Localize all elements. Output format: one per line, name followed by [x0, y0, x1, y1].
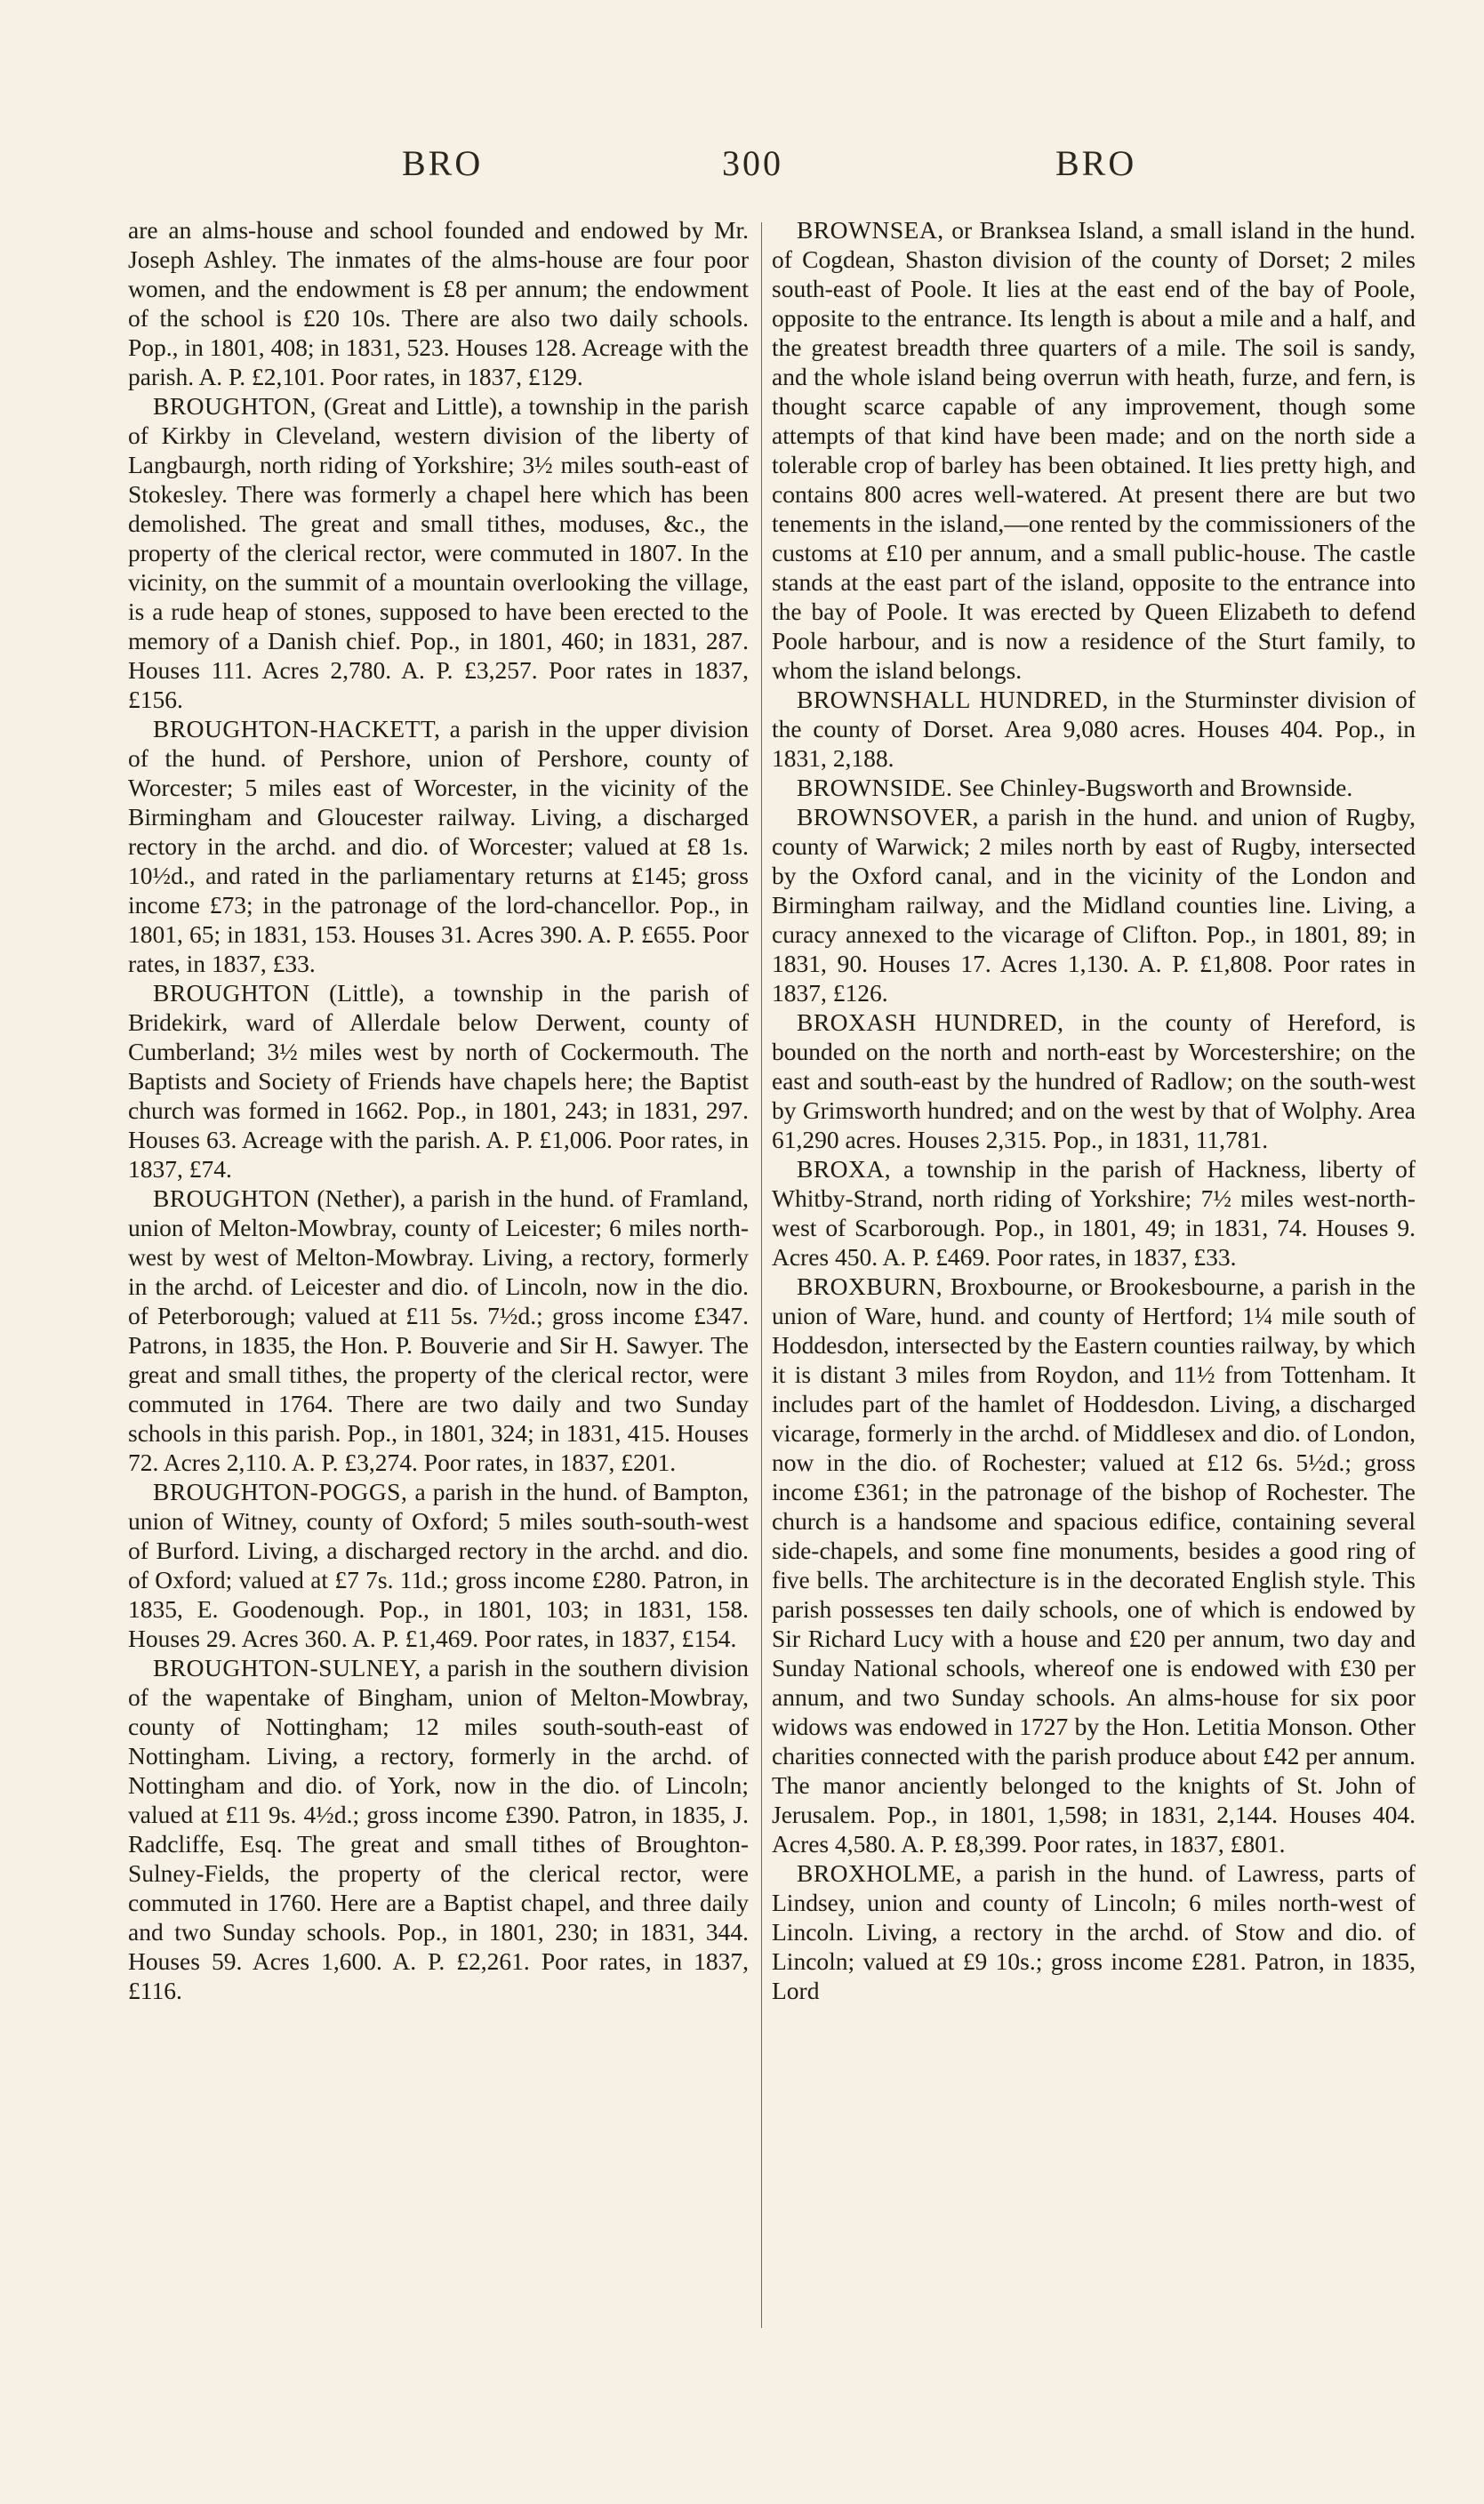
entry-headword: BROUGHTON-POGGS, [153, 1478, 408, 1505]
entry-headword: BROUGHTON-SULNEY, [153, 1654, 421, 1681]
left-column [128, 215, 749, 2005]
entry [128, 1653, 749, 2005]
entry-text: (Great and Little), a township in the parish of Kirkby in Cleveland, western division of the liberty of Langbaurgh, north riding of Yorkshire; 3½ miles south-east of Stokesley. There was formerly a chapel here which has been demolished. The great and small tithes, moduses, &c., the property of the clerical rector, were commuted in 1807. In the vicinity, on the summit of a mountain overlooking the village, is a rude heap of stones, supposed to have been erected to the memory of a Danish chief. Pop., in 1801, 460; in 1831, 287. Houses 111. Acres 2,780. A. P. £3,257. Poor rates in 1837, £156. [128, 392, 749, 713]
entry-text: a parish in the upper division of the hund. of Pershore, union of Pershore, county of Worcester; 5 miles east of Worcester, in the vicinity of the Birmingham and Gloucester railway. Living, a discharged rectory in the archd. and dio. of Worcester; valued at £8 1s. 10½d., and rated in the parliamentary returns at £145; gross income £73; in the patronage of the lord-chancellor. Pop., in 1801, 65; in 1831, 153. Houses 31. Acres 390. A. P. £655. Poor rates, in 1837, £33. [128, 715, 749, 977]
entry-headword: BROUGHTON [153, 1184, 310, 1212]
entry-headword: BROUGHTON-HACKETT, [153, 715, 441, 742]
entry [772, 802, 1416, 1007]
entry-text: are an alms-house and school founded and endowed by Mr. Joseph Ashley. The inmates of the alms-house are four poor women, and the endowment is £8 per annum; the endowment of the school is £20 10s. There are also two daily schools. Pop., in 1801, 408; in 1831, 523. Houses 128. Acreage with the parish. A. P. £2,101. Poor rates, in 1837, £129. [128, 216, 749, 390]
column-divider [761, 222, 762, 2328]
entry-text: a parish in the southern division of the wapentake of Bingham, union of Melton-Mowbray, county of Nottingham; 12 miles south-south-east of Nottingham. Living, a rectory, formerly in the archd. of Nottingham and dio. of York, now in the dio. of Lincoln; valued at £11 9s. 4½d.; gross income £390. Patron, in 1835, J. Radcliffe, Esq. The great and small tithes of Broughton-Sulney-Fields, the property of the clerical rector, were commuted in 1760. Here are a Baptist chapel, and three daily and two Sunday schools. Pop., in 1801, 230; in 1831, 344. Houses 59. Acres 1,600. A. P. £2,261. Poor rates, in 1837, £116. [128, 1654, 749, 2004]
entry [772, 215, 1416, 685]
entry-text: a township in the parish of Hackness, liberty of Whitby-Strand, north riding of Yorkshire; 7½ miles west-north-west of Scarborough. Pop., in 1801, 49; in 1831, 74. Houses 9. Acres 450. A. P. £469. Poor rates, in 1837, £33. [772, 1155, 1416, 1271]
entry-text: (Nether), a parish in the hund. of Framland, union of Melton-Mowbray, county of Leicester; 6 miles north-west by west of Melton-Mowbray. Living, a rectory, formerly in the archd. of Leicester and dio. of Lincoln, now in the dio. of Peterborough; valued at £11 5s. 7½d.; gross income £347. Patrons, in 1835, the Hon. P. Bouverie and Sir H. Sawyer. The great and small tithes, the property of the clerical rector, were commuted in 1764. There are two daily and two Sunday schools in this parish. Pop., in 1801, 324; in 1831, 415. Houses 72. Acres 2,110. A. P. £3,274. Poor rates, in 1837, £201. [128, 1184, 749, 1476]
entry-headword: BROUGHTON, [153, 392, 317, 420]
entry [772, 1272, 1416, 1858]
entry [128, 978, 749, 1184]
entry-text: See Chinley-Bugsworth and Brownside. [952, 774, 1353, 801]
entry-headword: BROWNSEA, [797, 216, 944, 244]
entry-text: in the county of Hereford, is bounded on the north and north-east by Worcestershire; on the east and south-east by the hundred of Radlow; on the south-west by Grimsworth hundred; and on the west by that of Wolphy. Area 61,290 acres. Houses 2,315. Pop., in 1831, 11,781. [772, 1008, 1416, 1153]
entry-headword: BROXHOLME, [797, 1859, 963, 1887]
entry [772, 773, 1416, 802]
entry-headword: BROWNSHALL HUNDRED, [797, 686, 1109, 713]
entry [772, 685, 1416, 773]
entry-headword: BROXA, [797, 1155, 892, 1183]
entry-headword: BROXASH HUNDRED, [797, 1008, 1064, 1036]
entry [772, 1007, 1416, 1154]
entry-text: a parish in the hund. of Bampton, union of Witney, county of Oxford; 5 miles south-south-west of Burford. Living, a discharged rectory in the archd. and dio. of Oxford; valued at £7 7s. 11d.; gross income £280. Patron, in 1835, E. Goodenough. Pop., in 1801, 103; in 1831, 158. Houses 29. Acres 360. A. P. £1,469. Poor rates, in 1837, £154. [128, 1478, 749, 1652]
entry-headword: BROUGHTON [153, 979, 310, 1007]
entry [128, 1477, 749, 1653]
entry-text: a parish in the hund. of Lawress, parts of Lindsey, union and county of Lincoln; 6 miles north-west of Lincoln. Living, a rectory in the archd. of Stow and dio. of Lincoln; valued at £9 10s.; gross income £281. Patron, in 1835, Lord [772, 1859, 1416, 2004]
page-number: 300 [722, 143, 783, 183]
entry-headword: BROWNSIDE. [797, 774, 953, 801]
entry-text: Broxbourne, or Brookesbourne, a parish in the union of Ware, hund. and county of Hertford; 1¼ mile south of Hoddesdon, intersected by the Eastern counties railway, by which it is distant 3 miles from Roydon, and 11½ from Tottenham. It includes part of the hamlet of Hoddesdon. Living, a discharged vicarage, formerly in the archd. of Middlesex and dio. of London, now in the dio. of Rochester; valued at £12 6s. 5½d.; gross income £361; in the patronage of the bishop of Rochester. The church is a handsome and spacious edifice, containing several side-chapels, and some fine monuments, besides a good ring of five bells. The architecture is in the decorated English style. This parish possesses ten daily schools, one of which is endowed by Sir Richard Lucy with a house and £20 per annum, two day and Sunday National schools, whereof one is endowed with £30 per annum, and two Sunday schools. An alms-house for six poor widows was endowed in 1727 by the Hon. Letitia Monson. Other charities connected with the parish produce about £42 per annum. The manor anciently belonged to the knights of St. John of Jerusalem. Pop., in 1801, 1,598; in 1831, 2,144. Houses 404. Acres 4,580. A. P. £8,399. Poor rates, in 1837, £801. [772, 1272, 1416, 1858]
entry-text: in the Sturminster division of the county of Dorset. Area 9,080 acres. Houses 404. Pop., in 1831, 2,188. [772, 686, 1416, 772]
header-left-guideword: BRO [402, 143, 484, 183]
entry-headword: BROWNSOVER, [797, 803, 979, 831]
right-column [772, 215, 1416, 2005]
entry [128, 1184, 749, 1477]
header-right-guideword: BRO [1055, 143, 1137, 183]
entry-headword: BROXBURN, [797, 1272, 943, 1300]
entry [128, 714, 749, 978]
running-header [0, 142, 1484, 187]
entry-text: or Branksea Island, a small island in the hund. of Cogdean, Shaston division of the county of Dorset; 2 miles south-east of Poole. It lies at the east end of the bay of Poole, opposite to the entrance. Its length is about a mile and a half, and the greatest breadth three quarters of a mile. The soil is sandy, and the whole island being overrun with heath, furze, and fern, is thought scarce capable of any improvement, though some attempts of that kind have been made; and on the north side a tolerable crop of barley has been obtained. It lies pretty high, and contains 800 acres well-watered. At present there are but two tenements in the island,—one rented by the commissioners of the customs at £10 per annum, and a small public-house. The castle stands at the east part of the island, opposite to the entrance into the bay of Poole. It was erected by Queen Elizabeth to defend Poole harbour, and is now a residence of the Sturt family, to whom the island belongs. [772, 216, 1416, 684]
entry [128, 215, 749, 391]
entry [772, 1154, 1416, 1272]
entry-text: a parish in the hund. and union of Rugby, county of Warwick; 2 miles north by east of Rugby, intersected by the Oxford canal, and in the vicinity of the London and Birmingham railway, and the Midland counties line. Living, a curacy annexed to the vicarage of Clifton. Pop., in 1801, 89; in 1831, 90. Houses 17. Acres 1,130. A. P. £1,808. Poor rates in 1837, £126. [772, 803, 1416, 1007]
entry [128, 391, 749, 714]
entry [772, 1858, 1416, 2005]
entry-text: (Little), a township in the parish of Bridekirk, ward of Allerdale below Derwent, county of Cumberland; 3½ miles west by north of Cockermouth. The Baptists and Society of Friends have chapels here; the Baptist church was formed in 1662. Pop., in 1801, 243; in 1831, 297. Houses 63. Acreage with the parish. A. P. £1,006. Poor rates, in 1837, £74. [128, 979, 749, 1183]
